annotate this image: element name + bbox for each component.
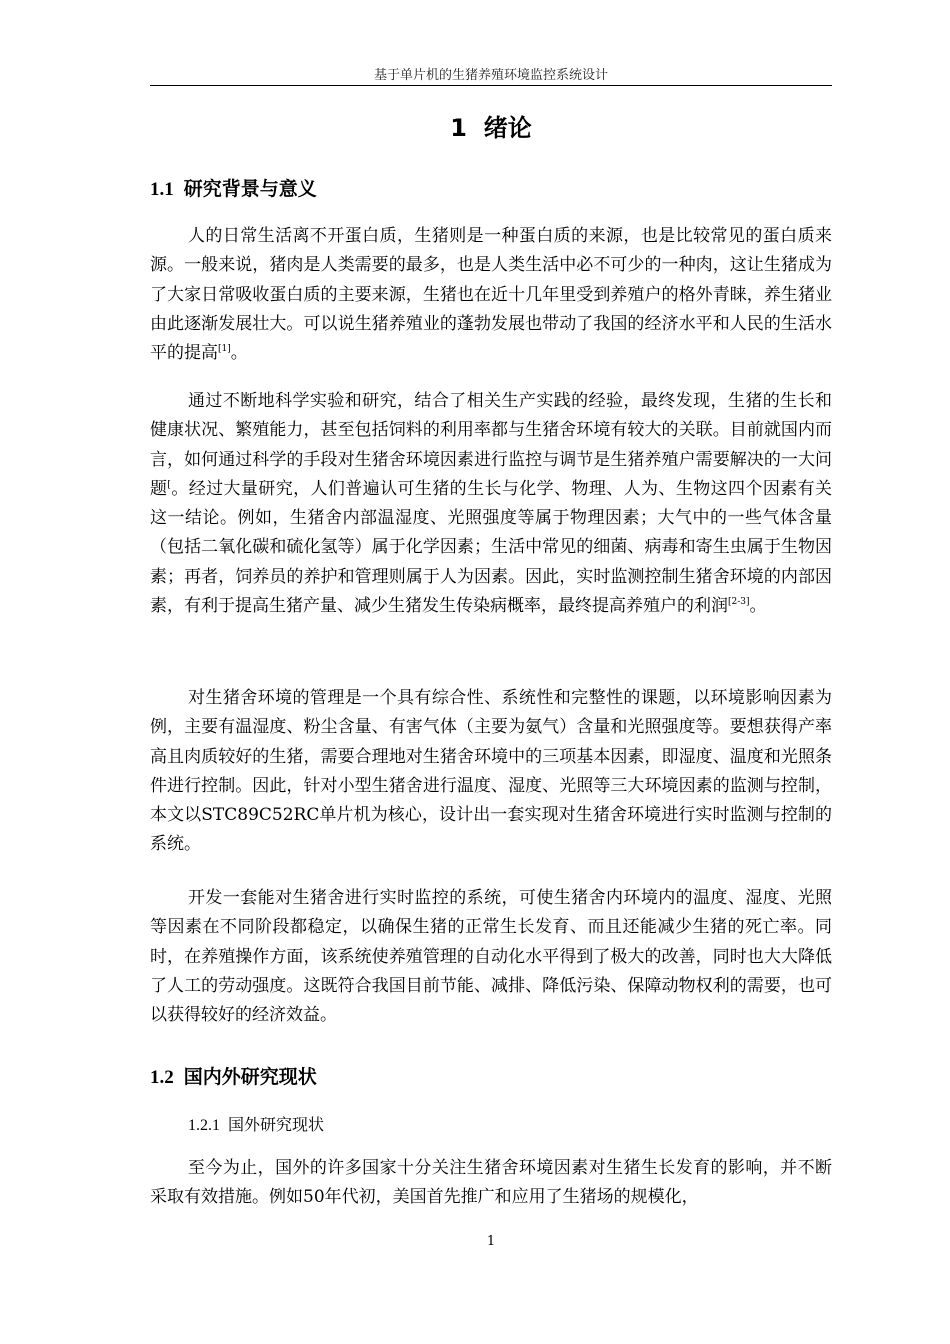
section-title-text: 研究背景与意义: [183, 178, 317, 200]
paragraph-1-1-1: [150, 222, 832, 368]
citation-ref: [1]: [218, 344, 231, 355]
section-number: 1.2: [150, 1067, 174, 1088]
paragraph-text: 通过不断地科学实验和研究，结合了相关生产实践的经验，最终发现，生猪的生长和健康状况、繁殖能力，甚至包括饲料的利用率都与生猪舍环境有较大的关联。目前就国内而言，如何通过科学的手段对生猪舍环境因素进行监控与调节是生猪养殖户需要解决的一大问题: [150, 391, 832, 499]
citation-ref: [: [167, 479, 171, 490]
chapter-title: [150, 108, 832, 143]
paragraph-1-1-3: 对生猪舍环境的管理是一个具有综合性、系统性和完整性的课题，以环境影响因素为例，主要有温湿度、粉尘含量、有害气体（主要为氨气）含量和光照强度等。要想获得产率高且肉质较好的生猪，需要合理地对生猪舍环境中的三项基本因素，即湿度、温度和光照条件进行控制。因此，针对小型生猪舍进行温度、湿度、光照等三大环境因素的监测与控制，本文以STC89C52RC单片机为核心，设计出一套实现对生猪舍环境进行实时监测与控制的系统。: [150, 688, 832, 855]
paragraph-text: 。经过大量研究，人们普遍认可生猪的生长与化学、物理、人为、生物这四个因素有关这一结论。例如，生猪舍内部温湿度、光照强度等属于物理因素；大气中的一些气体含量（包括二氧化碳和硫化氢等）属于化学因素；生活中常见的细菌、病毒和寄生虫属于生物因素；再者，饲养员的养护和管理则属于人为因素。因此，实时监测控制生猪舍环境的内部因素，有利于提高生猪产量、减少生猪发生传染病概率，最终提高养殖户的利润: [150, 478, 833, 617]
subsection-heading-1-2-1: [188, 1112, 324, 1135]
citation-ref: [2-3]: [728, 597, 750, 608]
paragraph-end: 。: [749, 596, 767, 617]
chapter-number: 1: [450, 114, 467, 142]
section-number: 1.1: [150, 179, 174, 200]
subsection-number: 1.2.1: [188, 1117, 220, 1134]
subsection-title-text: 国外研究现状: [228, 1115, 325, 1134]
paragraph-1-1-4: 开发一套能对生猪舍进行实时监控的系统，可使生猪舍内环境内的温度、湿度、光照等因素在不同阶段都稳定，以确保生猪的正常生长发育、而且还能减少生猪的死亡率。同时，在养殖操作方面，该系统使养殖管理的自动化水平得到了极大的改善，同时也大大降低了人工的劳动强度。这既符合我国目前节能、减排、降低污染、保障动物权利的需要，也可以获得较好的经济效益。: [150, 888, 832, 1026]
header-rule: [150, 85, 832, 86]
section-title-text: 国内外研究现状: [183, 1066, 317, 1088]
running-header: 基于单片机的生猪养殖环境监控系统设计: [373, 68, 608, 83]
paragraph-1-2-1-1: 至今为止，国外的许多国家十分关注生猪舍环境因素对生猪生长发育的影响，并不断采取有效措施。例如50年代初，美国首先推广和应用了生猪场的规模化，: [150, 1158, 832, 1208]
section-heading-1-2: [150, 1062, 317, 1089]
paragraph-1-1-2: [150, 387, 832, 621]
section-heading-1-1: [150, 174, 317, 201]
paragraph-end: 。: [230, 343, 248, 364]
page-number: 1: [486, 1234, 496, 1249]
paragraph-text: 人的日常生活离不开蛋白质，生猪则是一种蛋白质的来源，也是比较常见的蛋白质来源。一般来说，猪肉是人类需要的最多，也是人类生活中必不可少的一种肉，这让生猪成为了大家日常吸收蛋白质的主要来源，生猪也在近十几年里受到养殖户的格外青睐，养生猪业由此逐渐发展壮大。可以说生猪养殖业的蓬勃发展也带动了我国的经济水平和人民的生活水平的提高: [150, 226, 832, 364]
chapter-title-text: 绪论: [483, 114, 532, 142]
